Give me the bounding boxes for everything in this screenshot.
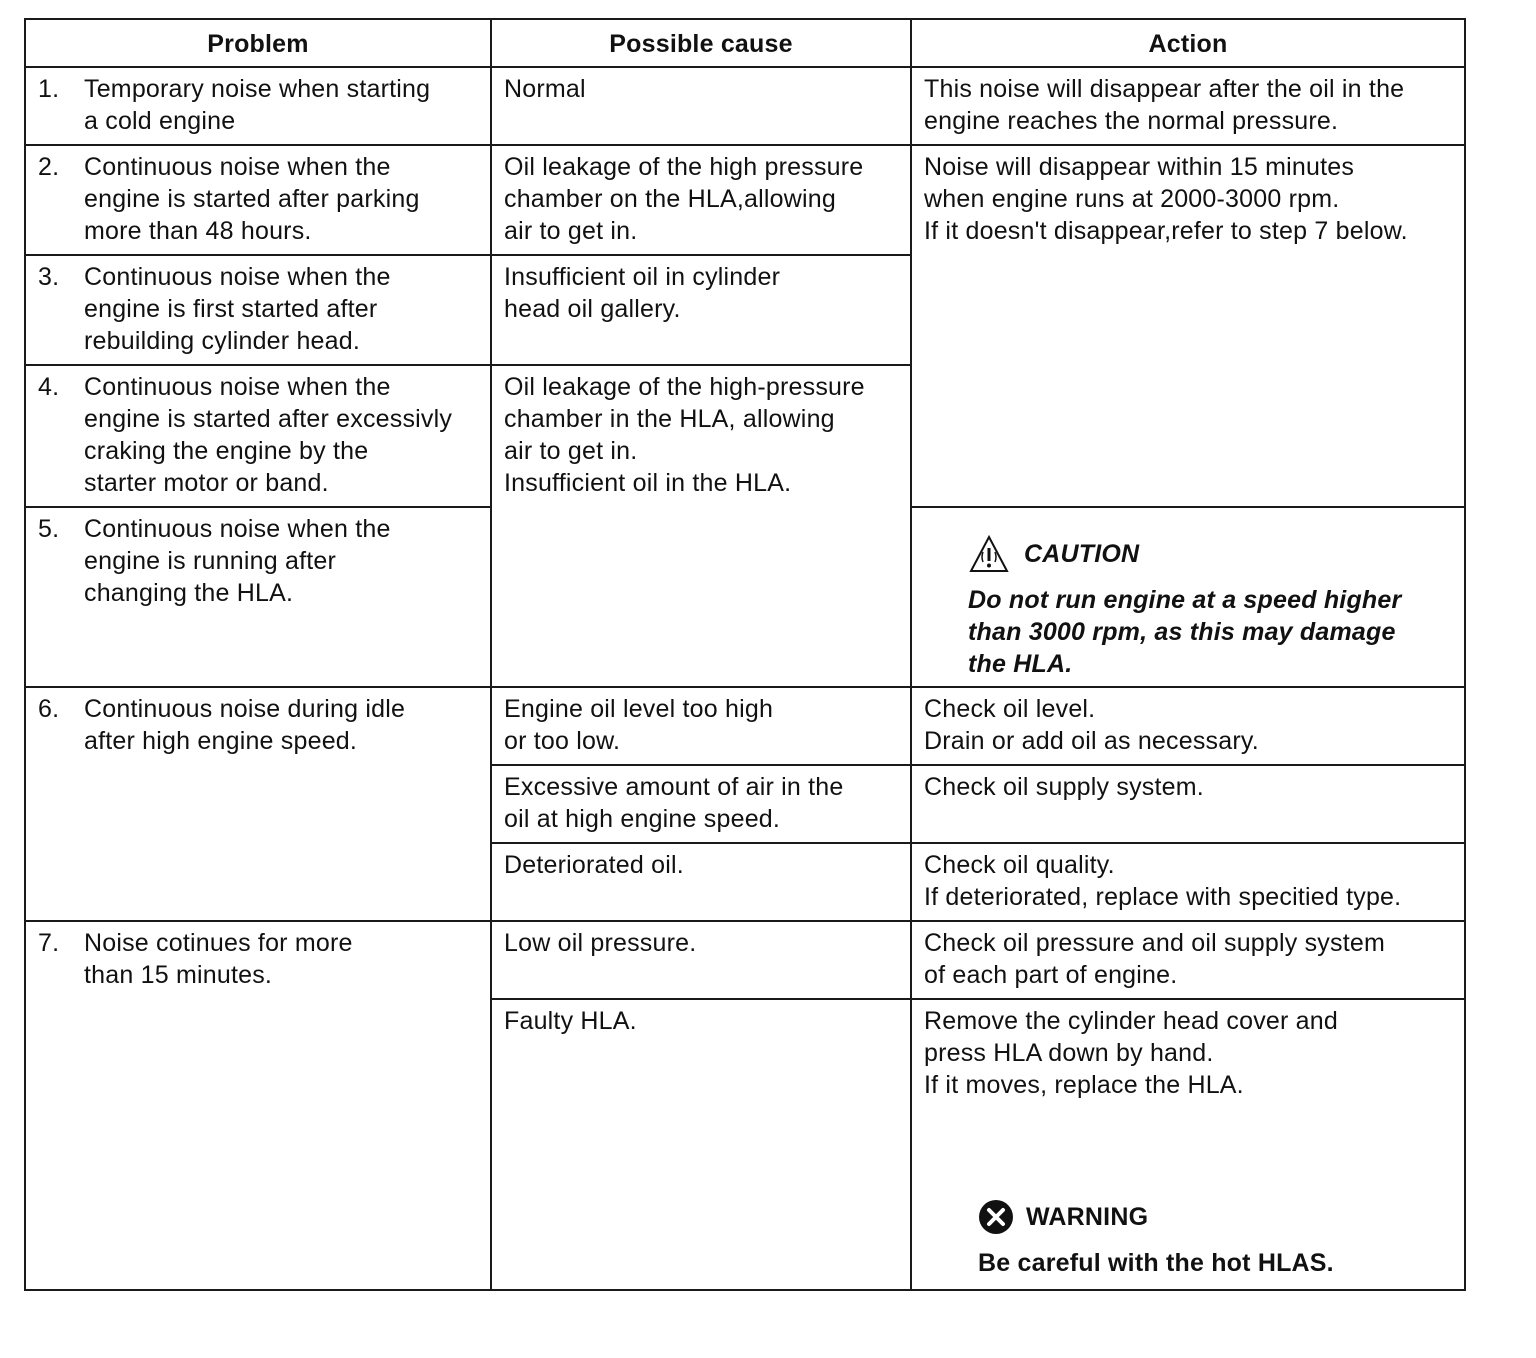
cause-cell-2 bbox=[491, 145, 911, 255]
problem-text: engine is started after parking bbox=[84, 185, 420, 213]
action-cell-1 bbox=[911, 67, 1465, 145]
cause-text: oil at high engine speed. bbox=[504, 805, 781, 833]
item-number: 2. bbox=[38, 153, 60, 181]
warning-notice bbox=[924, 1199, 1458, 1285]
item-number: 1. bbox=[38, 75, 60, 103]
problem-text: more than 48 hours. bbox=[84, 217, 312, 245]
problem-text: Continuous noise when the bbox=[84, 373, 391, 401]
action-cell-7a bbox=[911, 921, 1465, 999]
problem-text: than 15 minutes. bbox=[84, 961, 273, 989]
cause-cell-6b bbox=[491, 765, 911, 843]
table-row bbox=[25, 921, 1465, 999]
problem-text: a cold engine bbox=[84, 107, 236, 135]
problem-cell-1 bbox=[25, 67, 491, 145]
problem-cell-4 bbox=[25, 365, 491, 507]
caution-title: CAUTION bbox=[1024, 540, 1140, 568]
warning-title: WARNING bbox=[1026, 1203, 1149, 1231]
problem-text: engine is first started after bbox=[84, 295, 378, 323]
action-cell-6b bbox=[911, 765, 1465, 843]
problem-cell-7 bbox=[25, 921, 491, 1290]
problem-cell-2 bbox=[25, 145, 491, 255]
action-cell-6c bbox=[911, 843, 1465, 921]
troubleshooting-document bbox=[24, 18, 1464, 1291]
action-text: of each part of engine. bbox=[924, 961, 1178, 989]
table-header-row bbox=[25, 19, 1465, 67]
cause-text: Excessive amount of air in the bbox=[504, 773, 844, 801]
problem-text: Temporary noise when starting bbox=[84, 75, 431, 103]
hla-troubleshooting-table bbox=[24, 18, 1466, 1291]
item-number: 5. bbox=[38, 515, 60, 543]
problem-text: Continuous noise when the bbox=[84, 153, 391, 181]
warning-text: Be careful with the hot HLAS. bbox=[978, 1249, 1334, 1277]
cause-cell-7a bbox=[491, 921, 911, 999]
caution-triangle-icon bbox=[968, 534, 1010, 574]
problem-text: engine is running after bbox=[84, 547, 336, 575]
action-text: Drain or add oil as necessary. bbox=[924, 727, 1259, 755]
table-row bbox=[25, 145, 1465, 255]
header-possible-cause: Possible cause bbox=[491, 19, 911, 67]
caution-notice bbox=[912, 508, 1464, 680]
cause-text: Oil leakage of the high pressure bbox=[504, 153, 864, 181]
cause-cell-6c bbox=[491, 843, 911, 921]
problem-cell-6 bbox=[25, 687, 491, 921]
cause-text: Normal bbox=[504, 75, 586, 103]
item-number: 3. bbox=[38, 263, 60, 291]
cause-text: air to get in. bbox=[504, 437, 638, 465]
cause-text: air to get in. bbox=[504, 217, 638, 245]
cause-text: or too low. bbox=[504, 727, 621, 755]
action-text: If it moves, replace the HLA. bbox=[924, 1071, 1244, 1099]
action-cell-7b bbox=[911, 999, 1465, 1290]
action-cell-2-4 bbox=[911, 145, 1465, 507]
problem-text: after high engine speed. bbox=[84, 727, 358, 755]
cause-text: Faulty HLA. bbox=[504, 1007, 637, 1035]
header-problem: Problem bbox=[25, 19, 491, 67]
caution-text: Do not run engine at a speed higher bbox=[968, 586, 1402, 614]
problem-text: starter motor or band. bbox=[84, 469, 329, 497]
action-text: Noise will disappear within 15 minutes bbox=[924, 153, 1355, 181]
caution-text: the HLA. bbox=[968, 650, 1073, 678]
problem-cell-5 bbox=[25, 507, 491, 687]
cause-cell-4-5 bbox=[491, 365, 911, 687]
problem-text: rebuilding cylinder head. bbox=[84, 327, 361, 355]
warning-x-circle-icon bbox=[978, 1199, 1014, 1235]
item-number: 7. bbox=[38, 929, 60, 957]
problem-text: Continuous noise when the bbox=[84, 263, 391, 291]
action-text: If deteriorated, replace with specitied type. bbox=[924, 883, 1402, 911]
cause-text: Insufficient oil in the HLA. bbox=[504, 469, 792, 497]
action-text: press HLA down by hand. bbox=[924, 1039, 1214, 1067]
action-text: This noise will disappear after the oil in the bbox=[924, 75, 1405, 103]
problem-text: Continuous noise when the bbox=[84, 515, 391, 543]
table-row bbox=[25, 687, 1465, 765]
caution-cell bbox=[911, 507, 1465, 687]
problem-cell-3 bbox=[25, 255, 491, 365]
cause-text: Oil leakage of the high-pressure bbox=[504, 373, 865, 401]
cause-cell-3 bbox=[491, 255, 911, 365]
action-text: engine reaches the normal pressure. bbox=[924, 107, 1339, 135]
problem-text: engine is started after excessivly bbox=[84, 405, 453, 433]
cause-cell-1 bbox=[491, 67, 911, 145]
item-number: 6. bbox=[38, 695, 60, 723]
action-text: Check oil level. bbox=[924, 695, 1096, 723]
problem-text: craking the engine by the bbox=[84, 437, 369, 465]
cause-text: chamber on the HLA,allowing bbox=[504, 185, 836, 213]
cause-cell-6a bbox=[491, 687, 911, 765]
action-text: Check oil quality. bbox=[924, 851, 1115, 879]
cause-text: Low oil pressure. bbox=[504, 929, 697, 957]
problem-text: Noise cotinues for more bbox=[84, 929, 353, 957]
problem-text: changing the HLA. bbox=[84, 579, 294, 607]
cause-text: Insufficient oil in cylinder bbox=[504, 263, 781, 291]
cause-cell-7b bbox=[491, 999, 911, 1290]
action-text: when engine runs at 2000-3000 rpm. bbox=[924, 185, 1340, 213]
action-text: If it doesn't disappear,refer to step 7 below. bbox=[924, 217, 1408, 245]
action-cell-6a bbox=[911, 687, 1465, 765]
cause-text: head oil gallery. bbox=[504, 295, 681, 323]
item-number: 4. bbox=[38, 373, 60, 401]
table-row bbox=[25, 67, 1465, 145]
action-text: Check oil pressure and oil supply system bbox=[924, 929, 1385, 957]
caution-text: than 3000 rpm, as this may damage bbox=[968, 618, 1396, 646]
cause-text: Deteriorated oil. bbox=[504, 851, 684, 879]
action-text: Remove the cylinder head cover and bbox=[924, 1007, 1338, 1035]
problem-text: Continuous noise during idle bbox=[84, 695, 406, 723]
action-text: Check oil supply system. bbox=[924, 773, 1204, 801]
cause-text: chamber in the HLA, allowing bbox=[504, 405, 835, 433]
header-action: Action bbox=[911, 19, 1465, 67]
cause-text: Engine oil level too high bbox=[504, 695, 774, 723]
